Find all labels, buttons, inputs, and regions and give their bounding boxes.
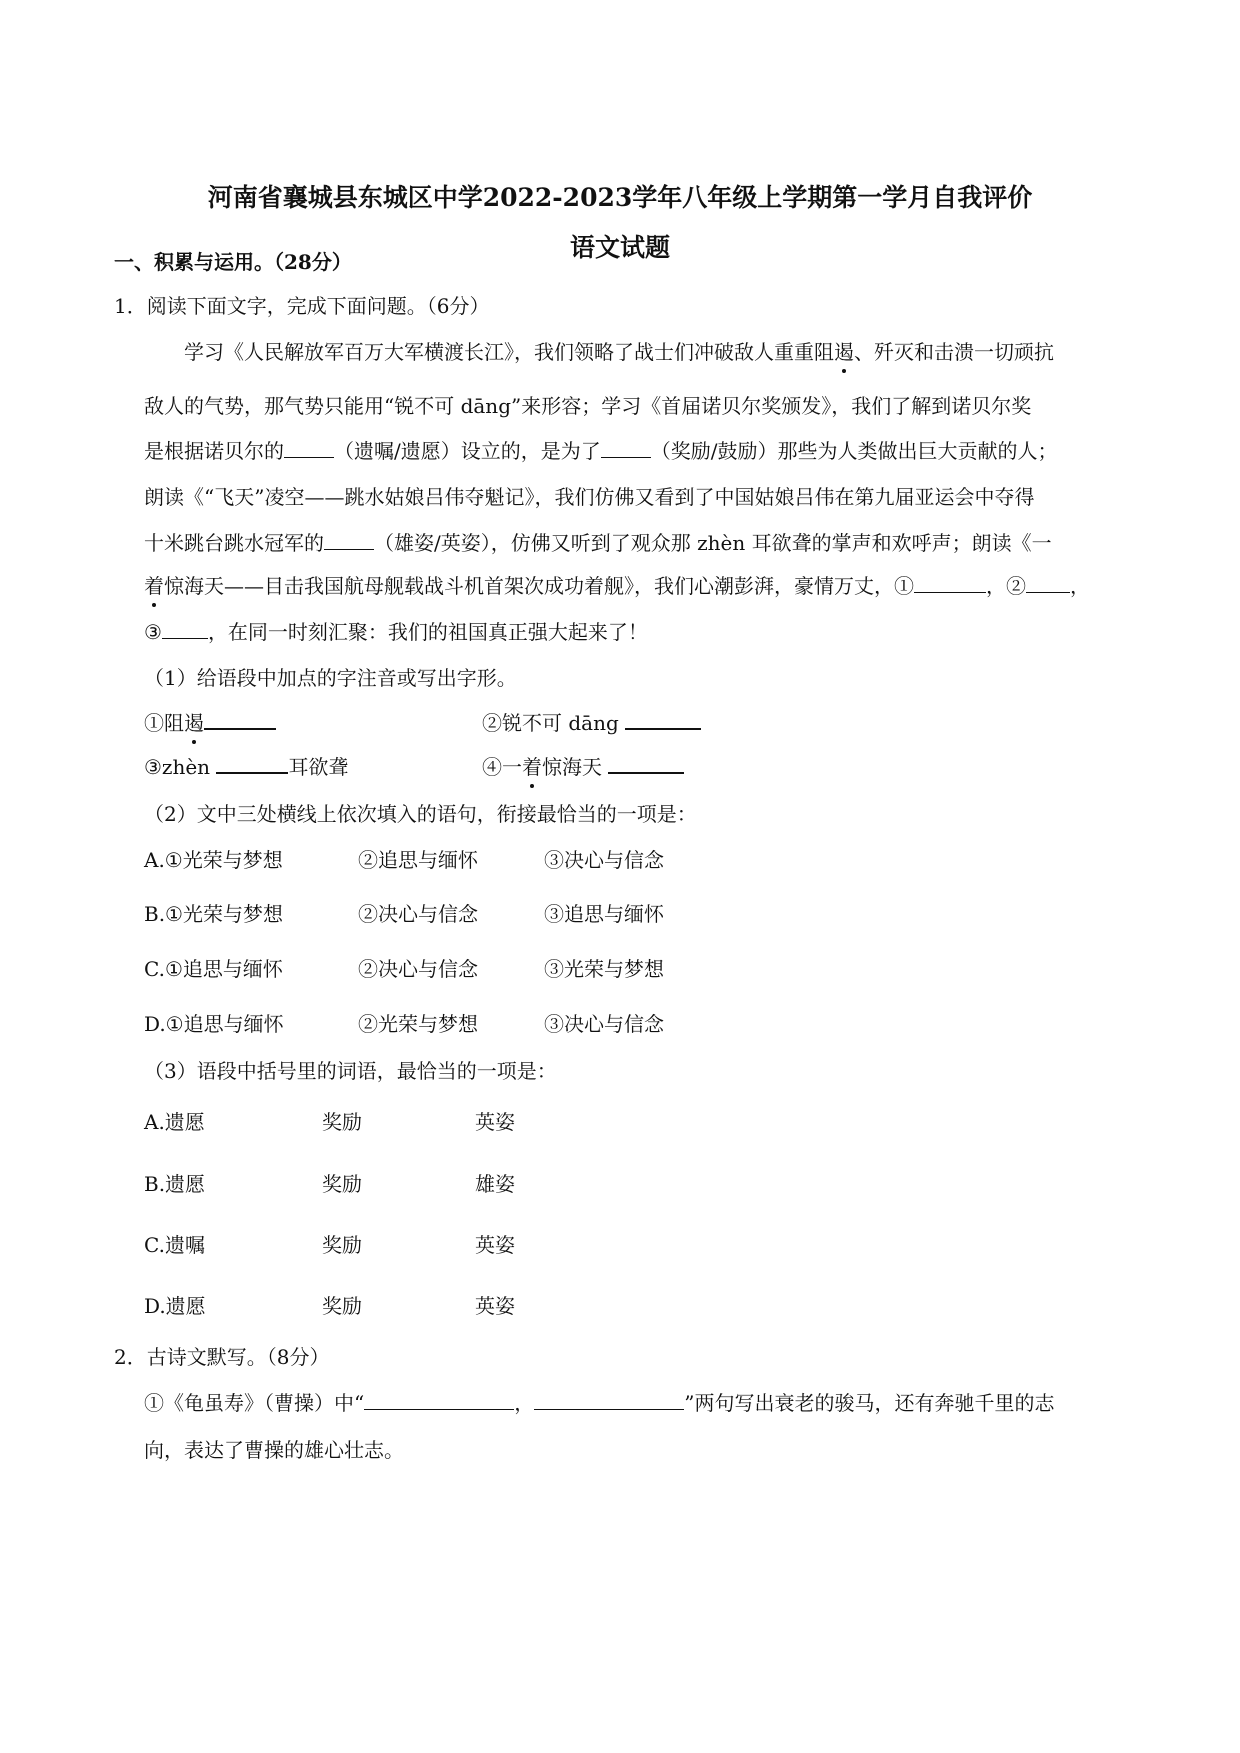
sub-question-3: （3）语段中括号里的词语，最恰当的一项是： <box>144 1059 557 1083</box>
option-c-2: ②决心与信念 <box>358 957 478 981</box>
passage-line-7: ③ ，在同一时刻汇聚：我们的祖国真正强大起来了！ <box>144 620 648 644</box>
question-2-stem: 2．古诗文默写。（8分） <box>114 1345 330 1369</box>
q2-line-1: ①《龟虽寿》（曹操）中“ ， ”两句写出衰老的骏马，还有奔驰千里的志 <box>144 1391 1055 1415</box>
sub1-item-3: ③zhèn 耳欲聋 <box>144 752 348 781</box>
option-c-3: 英姿 <box>475 1233 515 1257</box>
option-d-2: 奖励 <box>322 1294 362 1318</box>
passage-line-6: 着惊海天——目击我国航母舰载战斗机首架次成功着舰》，我们心潮彭湃，豪情万丈，① ，② ， <box>144 574 1090 598</box>
exam-subtitle: 语文试题 <box>569 233 670 262</box>
answer-blank[interactable] <box>534 1389 684 1410</box>
option-b-2: 奖励 <box>322 1172 362 1196</box>
answer-blank[interactable] <box>601 437 651 458</box>
sub-question-1: （1）给语段中加点的字注音或写出字形。 <box>144 666 517 690</box>
dotted-char: 着 <box>144 574 164 598</box>
option-b-3: ③追思与缅怀 <box>544 902 664 926</box>
passage-line-2: 敌人的气势，那气势只能用“锐不可 dāng”来形容；学习《首届诺贝尔奖颁发》，我们了解到诺贝尔奖 <box>144 394 1032 418</box>
answer-blank[interactable] <box>1026 572 1070 593</box>
option-c-1[interactable]: C.①追思与缅怀 <box>144 957 283 981</box>
section-heading: 一、积累与运用。（28分） <box>114 250 352 274</box>
answer-blank[interactable] <box>204 708 276 730</box>
option-b-1[interactable]: B.①光荣与梦想 <box>144 902 283 926</box>
answer-blank[interactable] <box>914 572 986 593</box>
answer-blank[interactable] <box>216 752 288 774</box>
option-c-2: 奖励 <box>322 1233 362 1257</box>
answer-blank[interactable] <box>608 752 684 774</box>
option-b-3: 雄姿 <box>475 1172 515 1196</box>
sub1-item-1: ①阻遏 <box>144 708 276 737</box>
option-d-2: ②光荣与梦想 <box>358 1012 478 1036</box>
option-d-1[interactable]: D.①追思与缅怀 <box>144 1012 284 1036</box>
option-b-1[interactable]: B.遗愿 <box>144 1172 206 1196</box>
answer-blank[interactable] <box>324 529 374 550</box>
passage-line-5: 十米跳台跳水冠军的 （雄姿/英姿），仿佛又听到了观众那 zhèn 耳欲聋的掌声和欢呼声；朗读《一 <box>144 531 1052 555</box>
question-1-stem: 1．阅读下面文字，完成下面问题。（6分） <box>114 294 490 318</box>
answer-blank[interactable] <box>162 618 208 639</box>
passage-line-4: 朗读《“飞天”凌空——跳水姑娘吕伟夺魁记》，我们仿佛又看到了中国姑娘吕伟在第九届亚运会中夺得 <box>144 485 1035 509</box>
q2-line-2: 向，表达了曹操的雄心壮志。 <box>144 1438 404 1462</box>
sub1-item-4: ④一着惊海天 <box>482 752 684 781</box>
sub1-item-2: ②锐不可 dāng <box>482 708 701 737</box>
answer-blank[interactable] <box>284 437 334 458</box>
option-c-1[interactable]: C.遗嘱 <box>144 1233 205 1257</box>
dotted-char: 着 <box>522 755 542 779</box>
option-a-1[interactable]: A.①光荣与梦想 <box>144 848 283 872</box>
dotted-char: 遏 <box>184 711 204 735</box>
option-a-3: ③决心与信念 <box>544 848 664 872</box>
passage-line-1: 学习《人民解放军百万大军横渡长江》，我们领略了战士们冲破敌人重重阻遏、歼灭和击溃一切顽抗 <box>184 340 1054 364</box>
option-a-2: 奖励 <box>322 1110 362 1134</box>
option-d-3: 英姿 <box>475 1294 515 1318</box>
option-a-3: 英姿 <box>475 1110 515 1134</box>
exam-title: 河南省襄城县东城区中学2022-2023学年八年级上学期第一学月自我评价 <box>207 183 1033 212</box>
option-a-1[interactable]: A.遗愿 <box>144 1110 205 1134</box>
passage-line-3: 是根据诺贝尔的 （遗嘱/遗愿）设立的，是为了 （奖励/鼓励）那些为人类做出巨大贡献的人； <box>144 439 1058 463</box>
option-b-2: ②决心与信念 <box>358 902 478 926</box>
option-d-1[interactable]: D.遗愿 <box>144 1294 206 1318</box>
sub-question-2: （2）文中三处横线上依次填入的语句，衔接最恰当的一项是： <box>144 802 697 826</box>
option-c-3: ③光荣与梦想 <box>544 957 664 981</box>
option-d-3: ③决心与信念 <box>544 1012 664 1036</box>
dotted-char: 遏 <box>834 340 854 364</box>
answer-blank[interactable] <box>625 708 701 730</box>
option-a-2: ②追思与缅怀 <box>358 848 478 872</box>
answer-blank[interactable] <box>364 1389 514 1410</box>
